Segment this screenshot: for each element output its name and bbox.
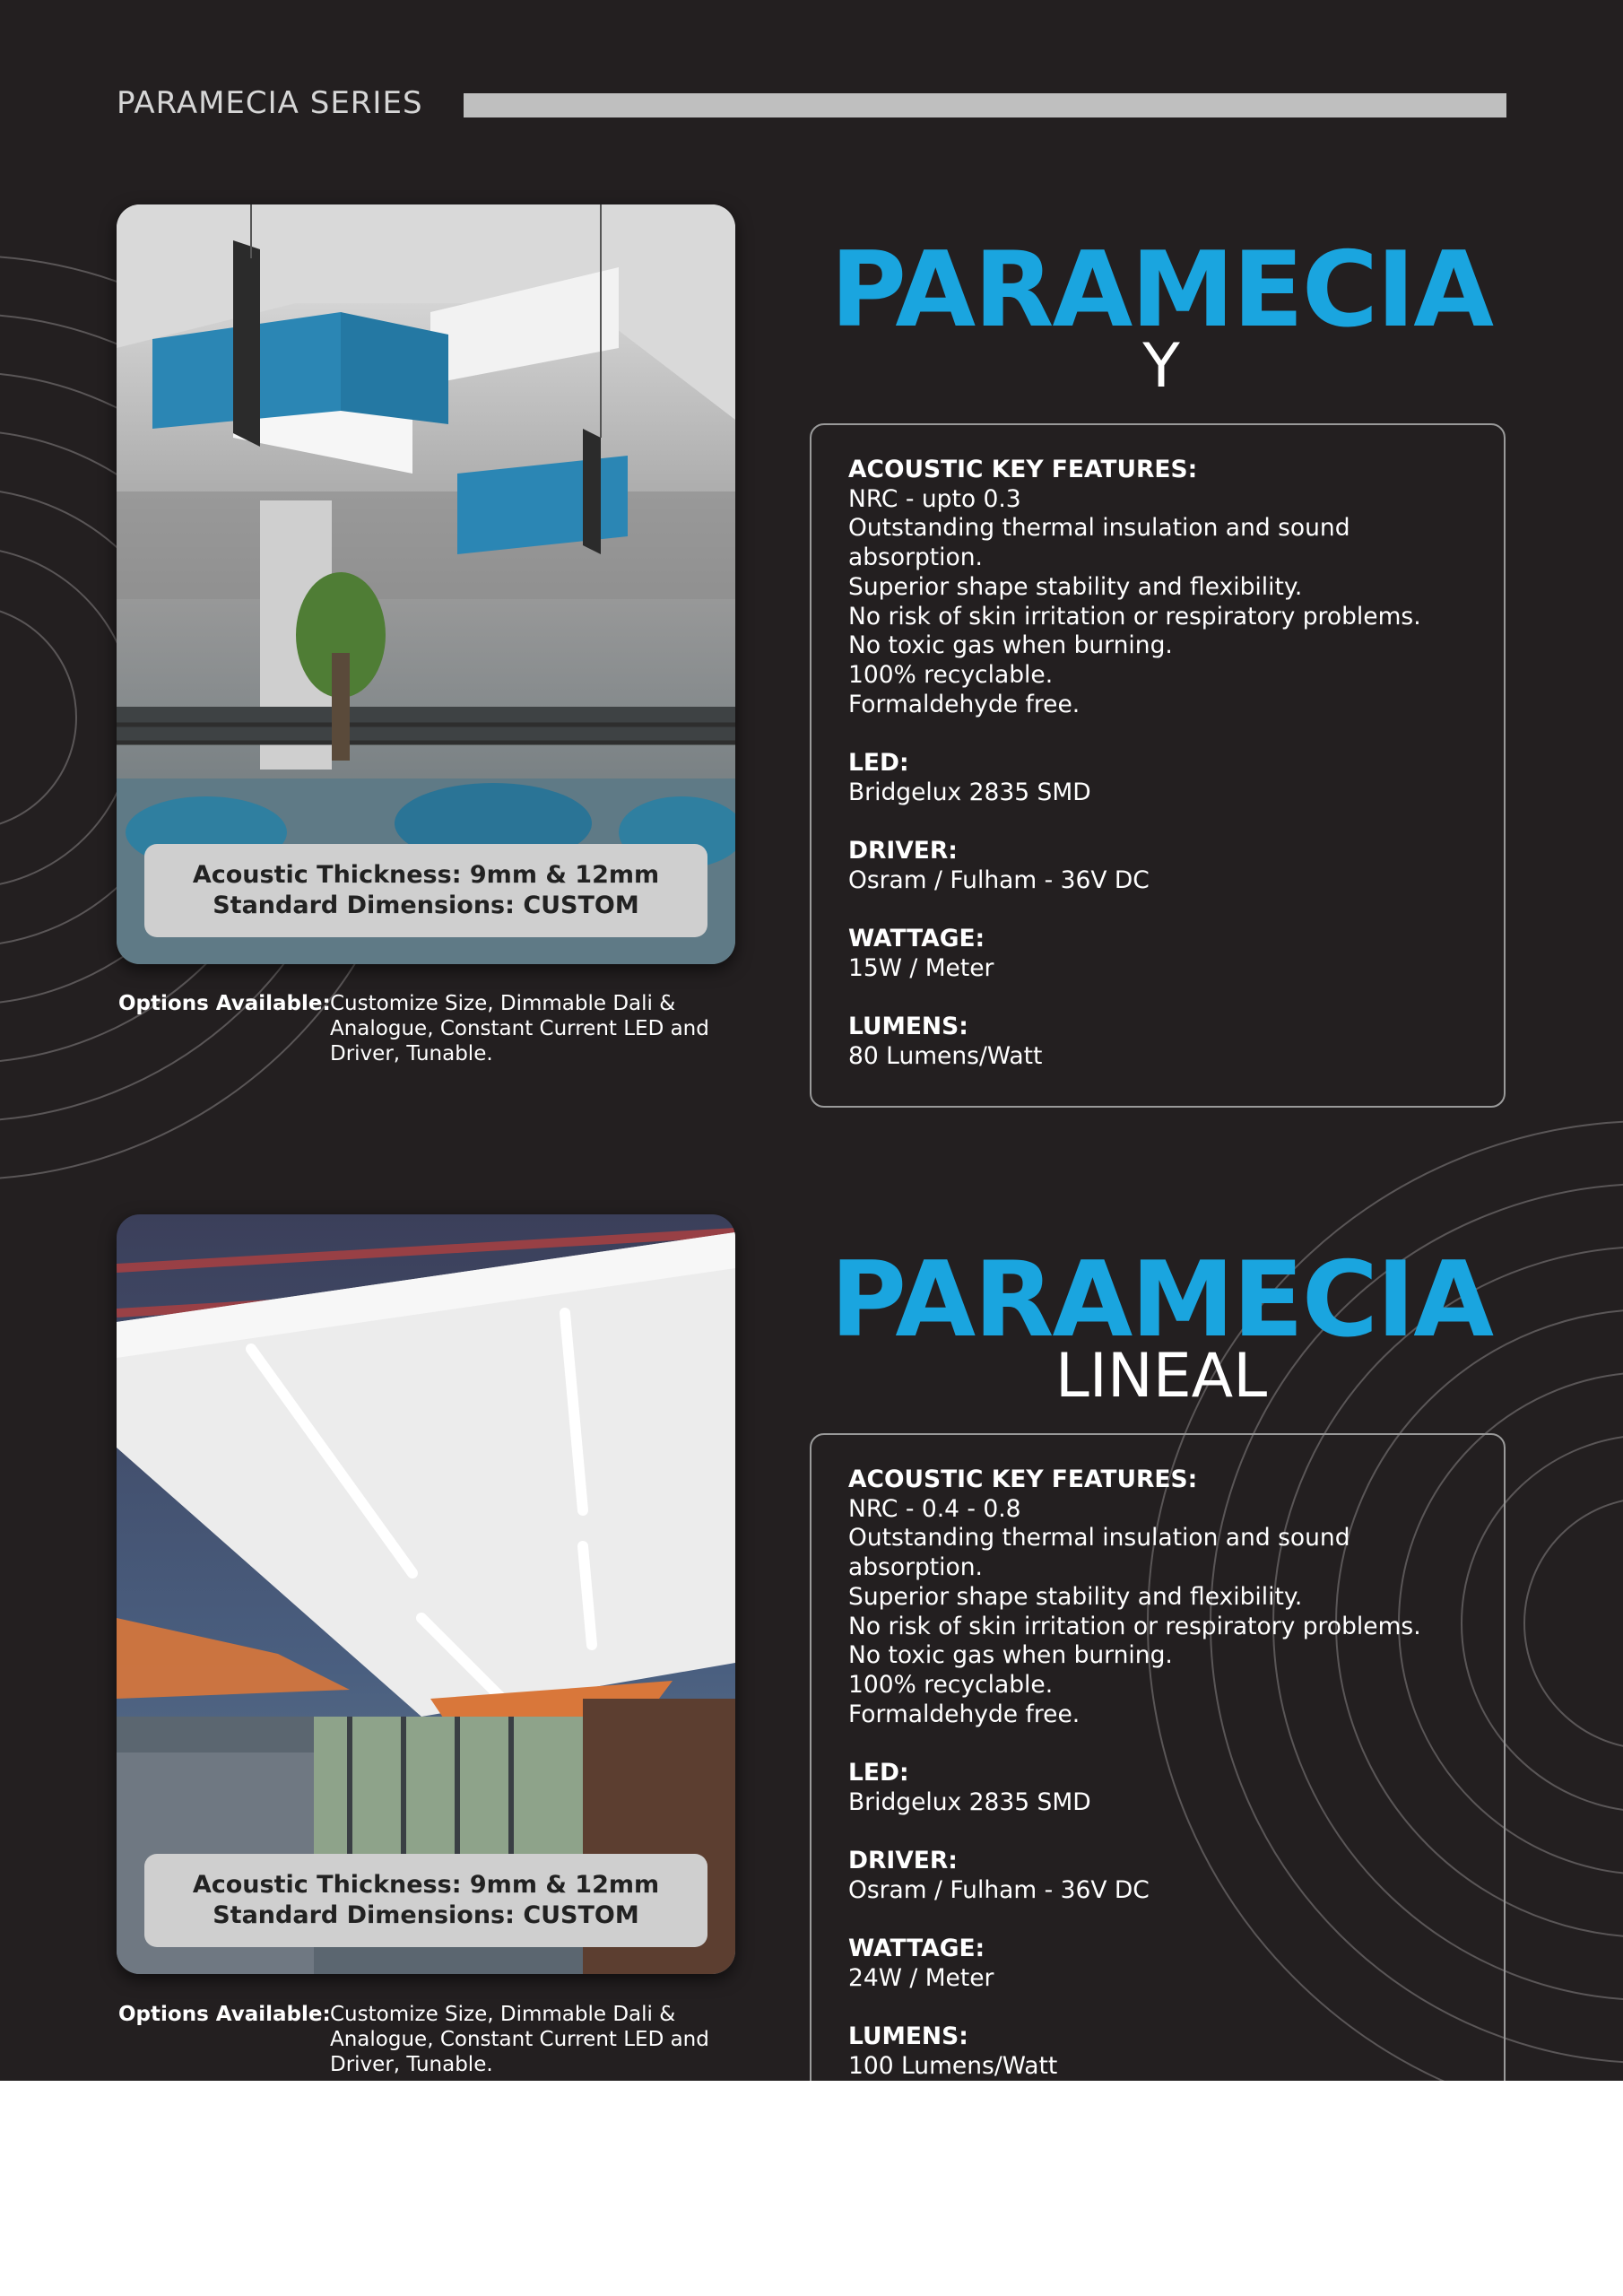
feature-list [848, 456, 1476, 1072]
options-label: Options Available: [118, 2003, 331, 2026]
wattage-value: 24W / Meter [848, 1963, 994, 1992]
acoustic-heading: ACOUSTIC KEY FEATURES: [848, 1465, 1198, 1493]
acoustic-thickness-text: Acoustic Thickness: 9mm & 12mm [192, 861, 660, 889]
feature-item: No toxic gas when burning. [848, 1641, 1173, 1670]
led-value: Bridgelux 2835 SMD [848, 1787, 1091, 1816]
product-name: PARAMECIA [830, 230, 1492, 351]
feature-item: Formaldehyde free. [848, 1700, 1081, 1728]
feature-item: Outstanding thermal insulation and sound absorption. [848, 514, 1350, 572]
product-photo-paramecia-y [117, 204, 735, 964]
lumens-value: 80 Lumens/Watt [848, 1042, 1043, 1070]
feature-item: Superior shape stability and flexibility. [848, 1582, 1303, 1611]
acoustic-thickness-text: Acoustic Thickness: 9mm & 12mm [192, 1871, 660, 1899]
header-bar [464, 93, 1506, 117]
feature-item: No risk of skin irritation or respiratory problems. [848, 602, 1421, 631]
feature-item: No risk of skin irritation or respiratory problems. [848, 1612, 1421, 1640]
series-title: PARAMECIA SERIES [117, 85, 423, 121]
options-text: Customize Size, Dimmable Dali & Analogue, Constant Current LED and Driver, Tunable. [330, 992, 709, 1065]
options-text: Customize Size, Dimmable Dali & Analogue, Constant Current LED and Driver, Tunable. [330, 2003, 709, 2076]
driver-heading: DRIVER: [848, 837, 958, 865]
driver-heading: DRIVER: [848, 1847, 958, 1875]
feature-list [848, 1465, 1476, 2081]
led-value: Bridgelux 2835 SMD [848, 778, 1091, 806]
lumens-heading: LUMENS: [848, 1013, 968, 1041]
wattage-value: 15W / Meter [848, 953, 994, 982]
lumens-heading: LUMENS: [848, 2022, 968, 2051]
feature-box-paramecia-lineal [810, 1433, 1506, 2081]
feature-item: NRC - 0.4 - 0.8 [848, 1494, 1021, 1523]
feature-item: Formaldehyde free. [848, 690, 1081, 718]
product-name: PARAMECIA [830, 1239, 1492, 1361]
spec-label [144, 1854, 707, 1947]
led-heading: LED: [848, 749, 909, 778]
lumens-value: 100 Lumens/Watt [848, 2052, 1058, 2080]
standard-dimensions-text: Standard Dimensions: CUSTOM [213, 1901, 639, 1929]
wattage-heading: WATTAGE: [848, 1935, 985, 1963]
product-photo-paramecia-lineal [117, 1214, 735, 1974]
feature-item: Outstanding thermal insulation and sound absorption. [848, 1524, 1350, 1582]
feature-item: No toxic gas when burning. [848, 631, 1173, 660]
feature-item: 100% recyclable. [848, 660, 1054, 689]
feature-item: 100% recyclable. [848, 1670, 1054, 1699]
feature-item: Superior shape stability and flexibility. [848, 572, 1303, 601]
options-label: Options Available: [118, 992, 331, 1015]
feature-item: NRC - upto 0.3 [848, 484, 1021, 513]
product-variant: Y [1142, 331, 1180, 402]
product-variant: LINEAL [1055, 1341, 1268, 1412]
acoustic-heading: ACOUSTIC KEY FEATURES: [848, 456, 1198, 483]
led-heading: LED: [848, 1759, 909, 1787]
standard-dimensions-text: Standard Dimensions: CUSTOM [213, 891, 639, 919]
feature-box-paramecia-y [810, 423, 1506, 1108]
driver-value: Osram / Fulham - 36V DC [848, 1875, 1150, 1904]
driver-value: Osram / Fulham - 36V DC [848, 865, 1150, 894]
wattage-heading: WATTAGE: [848, 925, 985, 953]
spec-label [144, 844, 707, 937]
